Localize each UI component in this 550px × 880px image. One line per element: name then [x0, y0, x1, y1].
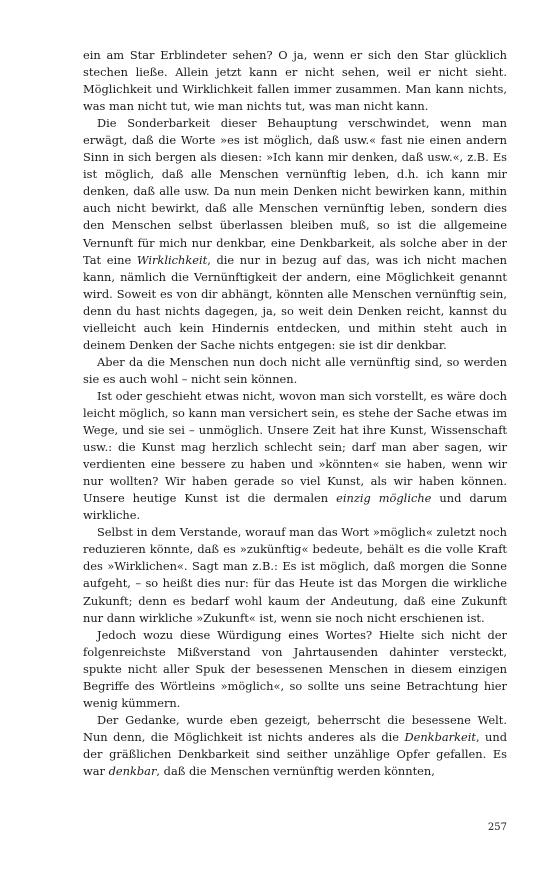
paragraph — [83, 354, 507, 388]
paragraph — [83, 524, 507, 626]
paragraph — [83, 627, 507, 712]
emphasis-text: Wirklichkeit — [136, 252, 208, 267]
emphasis-text: denkbar — [108, 763, 157, 778]
paragraph — [83, 47, 507, 115]
paragraph — [83, 115, 507, 354]
paragraph — [83, 388, 507, 524]
paragraph-text: , und der gräßlichen Denkbarkeit sind seither unzählige Opfer gefallen. Es war — [83, 729, 507, 778]
paragraph-text: Der Gedanke, wurde eben gezeigt, beherrscht die besessene Welt. Nun denn, die Möglichkeit ist nichts anderes als die — [83, 712, 507, 744]
paragraph-text: , die nur in bezug auf das, was ich nicht machen kann, nämlich die Vernünftigkeit der andern, eine Möglichkeit genannt wird. Soweit es von dir abhängt, könnten alle Menschen vernünftig sein, denn du hast nichts dagegen, ja, so weit dein Denken reicht, kannst du vielleicht auch kein Hindernis entdecken, und mithin steht auch in deinem Denken der Sache nichts entgegen: sie ist dir denkbar. — [83, 252, 507, 352]
paragraph-text: Jedoch wozu diese Würdigung eines Wortes? Hielte sich nicht der folgenreichste Mißverstand von Jahrtausenden dahinter versteckt, spukte nicht aller Spuk der besessenen Menschen in diesem einzigen Begriffe des Wörtleins »möglich«, so sollte uns seine Betrachtung hier wenig kümmern. — [83, 627, 507, 710]
emphasis-text: einzig mögliche — [336, 491, 432, 506]
paragraph-text: Ist oder geschieht etwas nicht, wovon man sich vorstellt, es wäre doch leicht möglich, so kann man versichert sein, es stehe der Sache etwas im Wege, und sie sei – unmöglich. Unsere Zeit hat ihre Kunst, Wissenschaft usw.: die Kunst mag herzlich schlecht sein; darf man aber sagen, wir verdienten eine bessere zu haben und »könnten« sie haben, wenn wir nur wollten? Wir haben gerade so viel Kunst, als wir haben können. Unsere heutige Kunst ist die dermalen — [83, 388, 507, 506]
page-body — [83, 47, 507, 780]
paragraph-text: Aber da die Menschen nun doch nicht alle vernünftig sind, so werden sie es auch wohl – nicht sein können. — [83, 354, 507, 386]
paragraph-text: Selbst in dem Verstande, worauf man das Wort »möglich« zuletzt noch reduzieren könnte, daß es »zukünftig« bedeute, behält es die volle Kraft des »Wirklichen«. Sagt man z.B.: Es ist möglich, daß morgen die Sonne aufgeht, – so heißt dies nur: für das Heute ist das Morgen die wirkliche Zukunft; denn es bedarf wohl kaum der Andeutung, daß eine Zukunft nur dann wirkliche »Zukunft« ist, wenn sie noch nicht erschienen ist. — [83, 525, 507, 625]
paragraph — [83, 712, 507, 780]
paragraph-text: Die Sonderbarkeit dieser Behauptung verschwindet, wenn man erwägt, daß die Worte »es ist möglich, daß usw.« fast nie einen andern Sinn in sich bergen als diesen: »Ich kann mir denken, daß usw.«, z.B. Es ist möglich, daß alle Menschen vernünftig leben, d.h. ich kann mir denken, daß alle usw. Da nun mein Denken nicht bewirken kann, mithin auch nicht bewirkt, daß alle Menschen vernünftig leben, sondern dies den Menschen selbst überlassen bleiben muß, so ist die allgemeine Vernunft für mich nur denkbar, eine Denkbarkeit, als solche aber in der Tat eine — [83, 116, 507, 267]
emphasis-text: Denkbarkeit — [404, 729, 476, 744]
paragraph-text: , daß die Menschen vernünftig werden könnten, — [156, 763, 435, 778]
paragraph-text: ein am Star Erblindeter sehen? O ja, wenn er sich den Star glücklich stechen ließe. Allein jetzt kann er nicht sehen, weil er nicht sieht. Möglichkeit und Wirklichkeit fallen immer zusammen. Man kann nichts, was man nicht tut, wie man nichts tut, was man nicht kann. — [83, 48, 507, 114]
paragraph-text: und darum wirkliche. — [83, 491, 507, 523]
page-number: 257 — [487, 822, 507, 833]
